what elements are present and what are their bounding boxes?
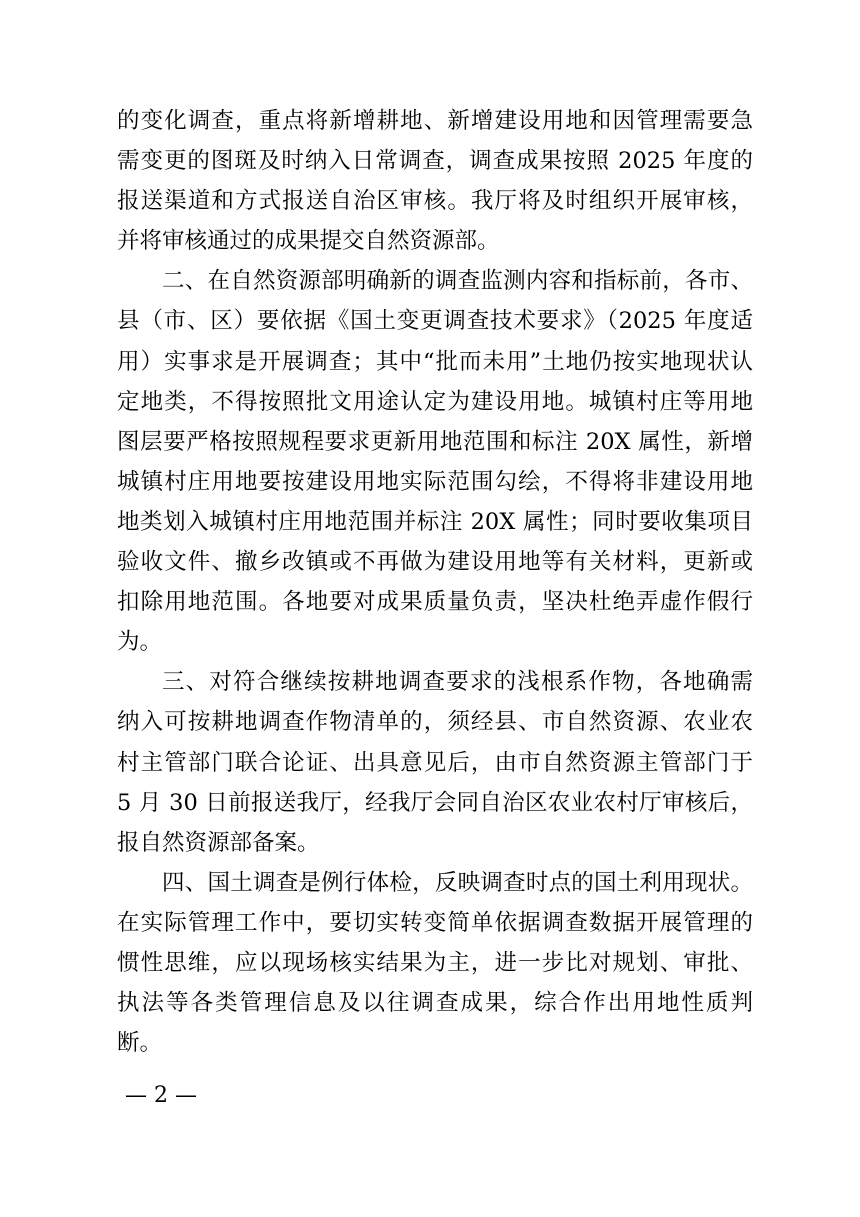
text-line: 并将审核通过的成果提交自然资源部。 — [117, 228, 500, 255]
text-line: 图层要严格按照规程要求更新用地范围和标注 20X 属性，新增 — [117, 428, 753, 455]
text-line: 的变化调查，重点将新增耕地、新增建设用地和因管理需要急 — [117, 108, 753, 134]
text-line: 为。 — [117, 629, 163, 656]
text-line: 定地类，不得按照批文用途认定为建设用地。城镇村庄等用地 — [117, 388, 753, 415]
text-line: 地类划入城镇村庄用地范围并标注 20X 属性；同时要收集项目 — [117, 508, 753, 535]
text-line: 纳入可按耕地调查作物清单的，须经县、市自然资源、农业农 — [117, 709, 753, 736]
text-line: 扣除用地范围。各地要对成果质量负责，坚决杜绝弄虚作假行 — [117, 589, 753, 616]
text-line: 村主管部门联合论证、出具意见后，由市自然资源主管部门于 — [117, 749, 753, 776]
text-line: 执法等各类管理信息及以往调查成果，综合作出用地性质判 — [117, 990, 753, 1017]
text-line: 城镇村庄用地要按建设用地实际范围勾绘，不得将非建设用地 — [117, 468, 753, 495]
text-line: 二、在自然资源部明确新的调查监测内容和指标前，各市、 — [162, 268, 753, 295]
text-line: 断。 — [117, 1030, 163, 1057]
text-line: 县（市、区）要依据《国土变更调查技术要求》（2025 年度适 — [117, 308, 753, 335]
text-line: 5 月 30 日前报送我厅，经我厅会同自治区农业农村厅审核后， — [117, 789, 753, 816]
text-line: 用）实事求是开展调查；其中“批而未用”土地仍按实地现状认 — [117, 348, 753, 375]
page-number: — 2 — — [125, 1083, 197, 1108]
text-line: 报自然资源部备案。 — [117, 829, 320, 856]
body-text — [117, 101, 753, 1063]
text-line: 三、对符合继续按耕地调查要求的浅根系作物，各地确需 — [162, 669, 753, 696]
text-line: 四、国土调查是例行体检，反映调查时点的国土利用现状。 — [162, 869, 753, 896]
text-line: 验收文件、撤乡改镇或不再做为建设用地等有关材料，更新或 — [117, 549, 753, 576]
text-line: 惯性思维，应以现场核实结果为主，进一步比对规划、审批、 — [117, 949, 753, 976]
text-line: 报送渠道和方式报送自治区审核。我厅将及时组织开展审核， — [117, 188, 753, 215]
text-line: 需变更的图斑及时纳入日常调查，调查成果按照 2025 年度的 — [117, 148, 753, 175]
text-line: 在实际管理工作中，要切实转变简单依据调查数据开展管理的 — [117, 909, 753, 936]
